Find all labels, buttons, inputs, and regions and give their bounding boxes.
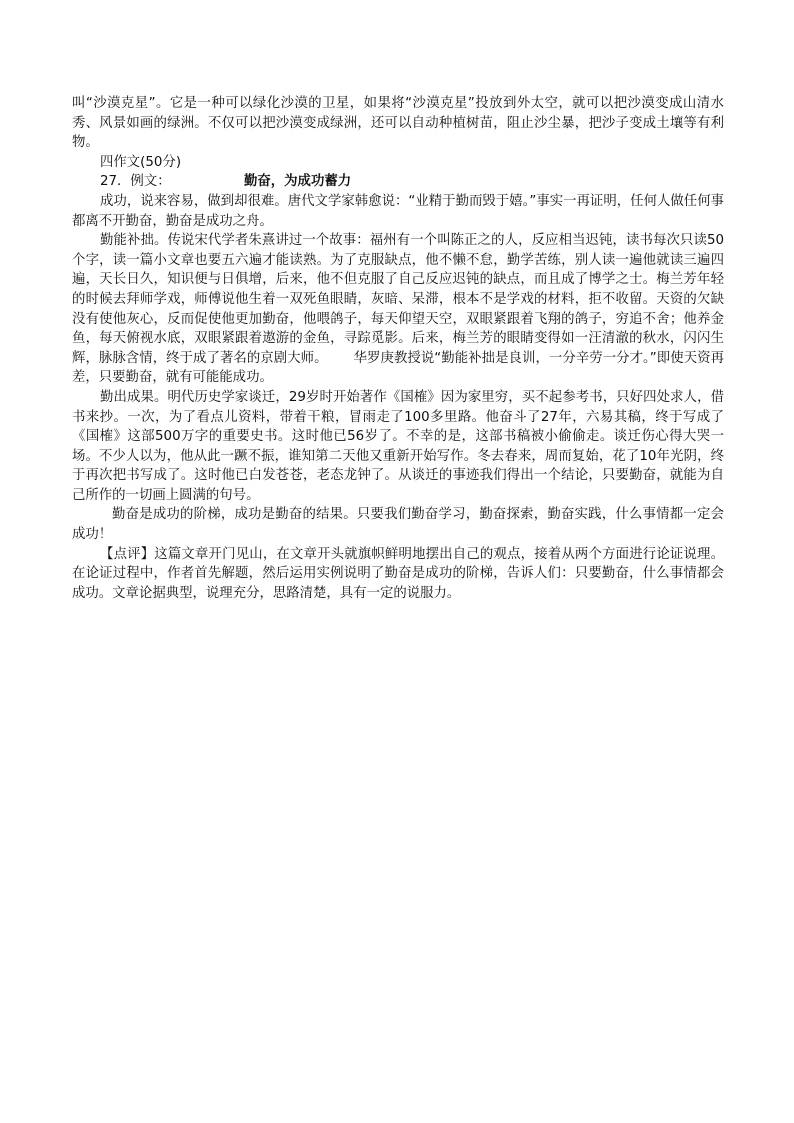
paragraph-hua-luogeng-quote: 华罗庚教授说“勤能补拙是良训，一分辛劳一分才。”即使天资再差，只要勤奋，就有可能能成功。 — [72, 350, 724, 386]
paragraph-commentary: 【点评】这篇文章开门见山，在文章开头就旗帜鲜明地摆出自己的观点，接着从两个方面进行论证说理。在论证过程中，作者首先解题，然后运用实例说明了勤奋是成功的阶梯，告诉人们：只要勤奋，什么事情都会成功。文章论据典型，说理充分，思路清楚，具有一定的说服力。 — [72, 546, 724, 601]
essay-heading-row — [72, 172, 724, 192]
document-body — [72, 94, 724, 603]
intro-paragraph: 叫“沙漠克星”。它是一种可以绿化沙漠的卫星，如果将“沙漠克星”投放到外太空，就可以把沙漠变成山清水秀、风景如画的绿洲。不仅可以把沙漠变成绿洲，还可以自动种植树苗，阻止沙尘暴，把沙子变成土壤等有利物。 — [72, 96, 724, 151]
paragraph-diligence-results: 勤出成果。明代历史学家谈迁，29岁时开始著作《国榷》因为家里穷，买不起参考书，只好四处求人，借书来抄。一次，为了看点儿资料，带着干粮，冒雨走了100多里路。他奋斗了27年，六易其稿，终于写成了《国榷》这部500万字的重要史书。这时他已56岁了。不幸的是，这部书稿被小偷偷走。谈迁伤心得大哭一场。不少人以为，他从此一蹶不振，谁知第二天他又重新开始写作。冬去春来，周而复始，花了10年光阴，终于再次把书写成了。这时他已白发苍苍，老态龙钟了。从谈迁的事迹我们得出一个结论，只要勤奋，就能为自己所作的一切画上圆满的句号。 — [72, 389, 724, 503]
paragraph-opening: 成功，说来容易，做到却很难。唐代文学家韩愈说：“业精于勤而毁于嬉。”事实一再证明，任何人做任何事都离不开勤奋，勤奋是成功之舟。 — [72, 193, 724, 229]
section-heading: 四作文(50分) — [100, 154, 182, 170]
paragraph-diligence-text: 勤能补拙。传说宋代学者朱熹讲过一个故事：福州有一个叫陈正之的人，反应相当迟钝，读书每次只读50个字，读一篇小文章也要五六遍才能读熟。为了克服缺点，他不懒不怠，勤学苦练，别人读一遍他就读三遍四遍，天长日久，知识便与日俱增，后来，他不但克服了自己反应迟钝的缺点，而且成了博学之士。梅兰芳年轻的时候去拜师学戏，师傅说他生着一双死鱼眼睛，灰暗、呆滞，根本不是学戏的材料，拒不收留。天资的欠缺没有使他灰心，反而促使他更加勤奋，他喂鸽子，每天仰望天空，双眼紧跟着飞翔的鸽子，穷追不舍；他养金鱼，每天俯视水底，双眼紧跟着遨游的金鱼，寻踪觅影。后来，梅兰芳的眼睛变得如一汪清澈的秋水，闪闪生辉，脉脉含情，终于成了著名的京剧大师。 — [72, 233, 724, 366]
paragraph-diligence-compensates — [72, 231, 724, 388]
example-number: 27．例文： — [100, 174, 171, 190]
essay-title: 勤奋，为成功蓄力 — [244, 174, 352, 190]
paragraph-conclusion: 勤奋是成功的阶梯，成功是勤奋的结果。只要我们勤奋学习，勤奋探索，勤奋实践，什么事情都一定会成功！ — [72, 507, 724, 543]
